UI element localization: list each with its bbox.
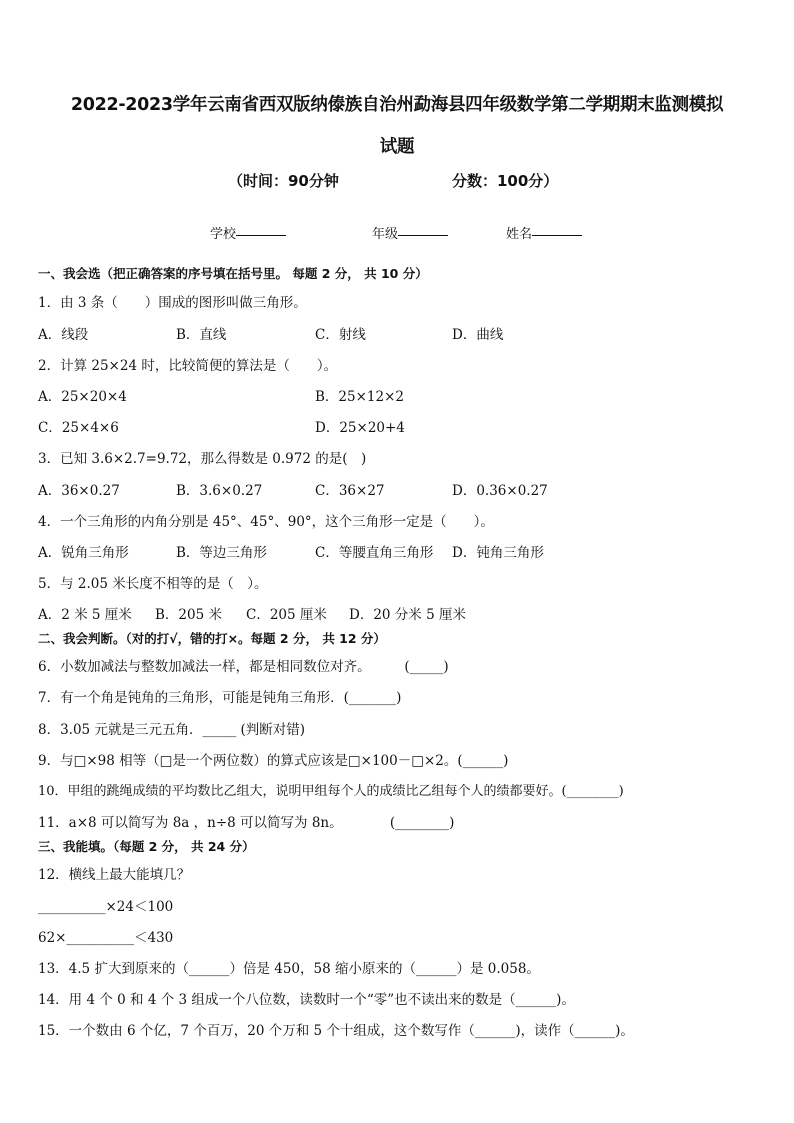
- question-14: 14．用 4 个 0 和 4 个 3 组成一个八位数，读数时一个“零”也不读出来的数是（______)。: [38, 992, 575, 1008]
- q1-option-a: A．线段: [38, 327, 89, 343]
- grade-label: 年级: [372, 227, 399, 242]
- q2-option-b: B．25×12×2: [315, 389, 404, 405]
- title-line-1: 2022-2023学年云南省西双版纳傣族自治州勐海县四年级数学第二学期期末监测模拟: [70, 95, 724, 115]
- q1-option-d: D．曲线: [452, 327, 504, 343]
- exam-time: （时间：90分钟: [228, 172, 339, 190]
- grade-field: [372, 223, 398, 242]
- page-title: [30, 84, 764, 168]
- q1-option-b: B．直线: [176, 327, 227, 343]
- q4-option-c: C．等腰直角三角形: [315, 545, 434, 561]
- q1-option-c: C．射线: [315, 327, 366, 343]
- q4-option-d: D．钝角三角形: [452, 545, 544, 561]
- question-1: 1．由 3 条（ ）围成的图形叫做三角形。: [38, 295, 307, 311]
- school-field: [210, 223, 236, 242]
- name-blank[interactable]: [532, 223, 582, 236]
- question-9: 9．与□×98 相等（□是一个两位数）的算式应该是□×100－□×2。(______): [38, 753, 509, 769]
- q3-option-d: D．0.36×0.27: [452, 483, 548, 499]
- q2-option-d: D．25×20+4: [315, 420, 405, 436]
- q5-option-b: B．205 米: [155, 607, 222, 623]
- question-2: 2．计算 25×24 时，比较简便的算法是（ ）。: [38, 358, 338, 374]
- q5-option-a: A．2 米 5 厘米: [38, 607, 132, 623]
- question-8: 8．3.05 元就是三元五角．_____ (判断对错): [38, 722, 306, 738]
- exam-score: 分数：100分）: [452, 172, 559, 190]
- q4-option-a: A．锐角三角形: [38, 545, 129, 561]
- q3-option-c: C．36×27: [315, 483, 385, 499]
- question-4: 4．一个三角形的内角分别是 45°、45°、90°，这个三角形一定是（ ）。: [38, 514, 494, 530]
- question-10: 10．甲组的跳绳成绩的平均数比乙组大，说明甲组每个人的成绩比乙组每个人的绩都要好。(________): [38, 784, 624, 799]
- q4-option-b: B．等边三角形: [176, 545, 267, 561]
- question-5: 5．与 2.05 米长度不相等的是（ ）。: [38, 576, 268, 592]
- name-label: 姓名: [506, 227, 533, 242]
- grade-blank[interactable]: [398, 223, 448, 236]
- q12-line-2: 62×__________＜430: [38, 930, 174, 946]
- q2-option-c: C．25×4×6: [38, 420, 119, 436]
- q5-option-d: D．20 分米 5 厘米: [349, 607, 466, 623]
- question-13: 13．4.5 扩大到原来的（______）倍是 450，58 缩小原来的（______）是 0.058。: [38, 961, 540, 977]
- school-label: 学校: [210, 227, 237, 242]
- q2-option-a: A．25×20×4: [38, 389, 127, 405]
- q3-option-b: B．3.6×0.27: [176, 483, 263, 499]
- section-3-heading: 三、我能填。（每题 2 分， 共 24 分）: [38, 839, 255, 854]
- q3-option-a: A．36×0.27: [38, 483, 120, 499]
- q12-line-1: __________×24＜100: [38, 899, 174, 915]
- question-11: 11．a×8 可以简写为 8a ，n÷8 可以简写为 8n。 (________): [38, 815, 455, 831]
- question-6: 6．小数加减法与整数加减法一样，都是相同数位对齐。 (_____): [38, 659, 449, 675]
- section-2-heading: 二、我会判断。（对的打√，错的打×。每题 2 分， 共 12 分）: [38, 631, 386, 646]
- name-field: [506, 223, 532, 242]
- question-3: 3．已知 3.6×2.7=9.72，那么得数是 0.972 的是( ): [38, 451, 367, 467]
- q5-option-c: C．205 厘米: [246, 607, 327, 623]
- question-12: 12．横线上最大能填几？: [38, 867, 191, 883]
- question-7: 7．有一个角是钝角的三角形，可能是钝角三角形．(_______): [38, 690, 402, 706]
- question-15: 15．一个数由 6 个亿，7 个百万，20 个万和 5 个十组成，这个数写作（______)，读作（______)。: [38, 1023, 634, 1039]
- school-blank[interactable]: [236, 223, 286, 236]
- title-line-2: 试题: [379, 137, 415, 157]
- section-1-heading: 一、我会选（把正确答案的序号填在括号里。 每题 2 分， 共 10 分）: [38, 266, 428, 281]
